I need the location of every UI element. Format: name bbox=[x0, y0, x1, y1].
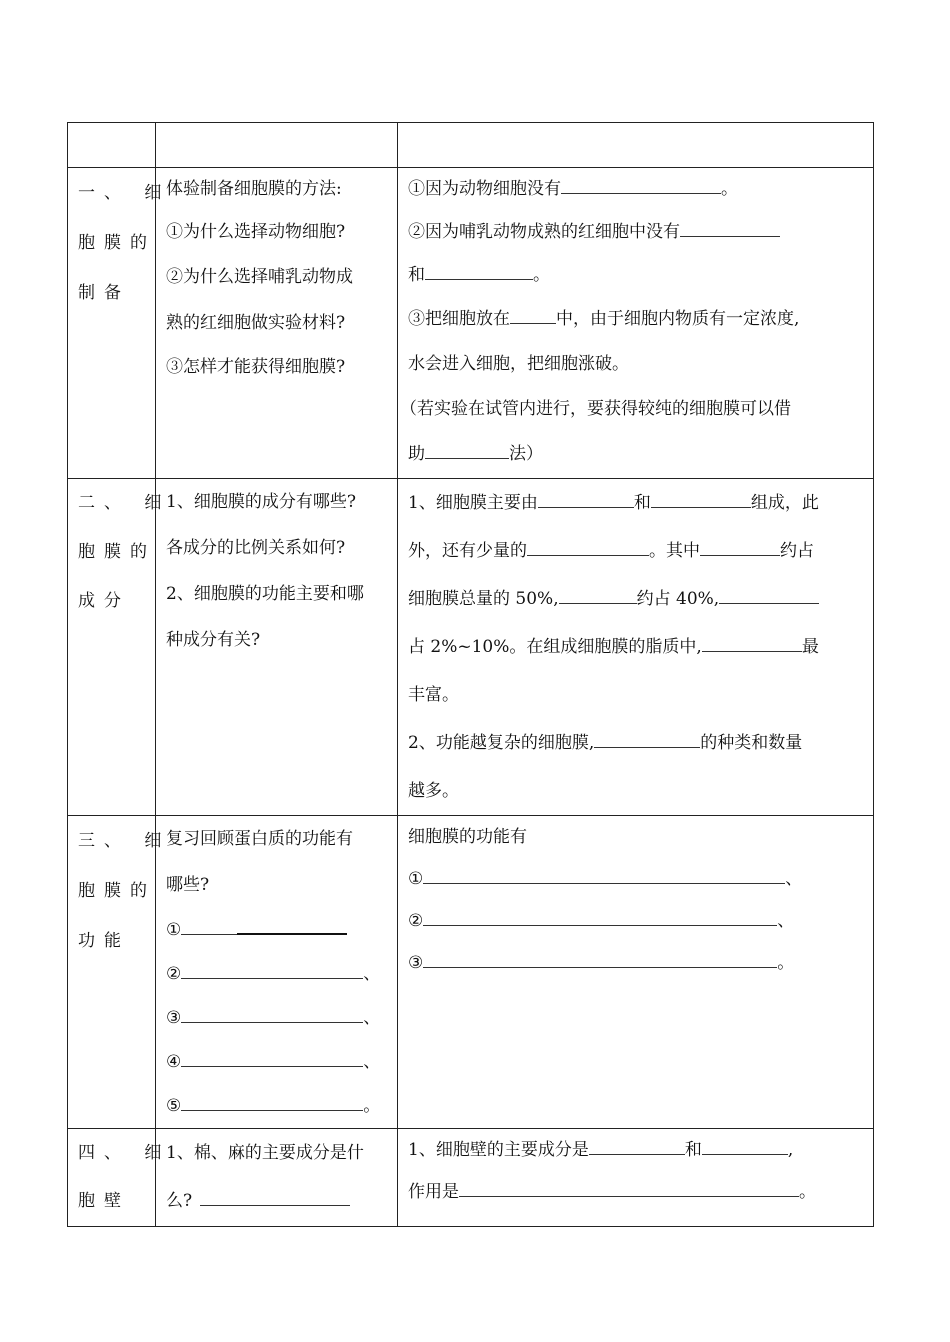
answer-line: 和 。 bbox=[408, 254, 863, 297]
answer-note: 助 法） bbox=[408, 432, 863, 477]
category-line: 三、 细 bbox=[78, 831, 171, 851]
answer-line: 1、细胞膜主要由 和 组成，此 bbox=[408, 479, 863, 527]
question-item: ①为什么选择动物细胞? bbox=[166, 222, 346, 242]
question-item-cont: 熟的红细胞做实验材料? bbox=[166, 313, 346, 333]
answer-title: 细胞膜的功能有 bbox=[408, 827, 527, 847]
fill-blank[interactable] bbox=[425, 440, 509, 459]
category-line: 胞壁 bbox=[78, 1191, 130, 1211]
category-cell-cell-wall bbox=[68, 1129, 171, 1227]
membrane-function-item: ① 、 bbox=[408, 858, 863, 900]
fill-blank[interactable] bbox=[181, 960, 363, 979]
answer-line: ③把细胞放在 中，由于细胞内物质有一定浓度, bbox=[408, 297, 863, 342]
answer-line: 细胞膜总量的 50%, 约占 40%, bbox=[408, 575, 863, 623]
fill-blank[interactable] bbox=[423, 865, 785, 884]
fill-blank[interactable] bbox=[719, 585, 819, 604]
category-cell-membrane-components bbox=[68, 479, 171, 816]
header-row bbox=[68, 123, 874, 168]
protein-function-item: ③ 、 bbox=[166, 996, 387, 1040]
category-cell-membrane-preparation bbox=[68, 168, 171, 479]
question-title-cont: 哪些? bbox=[166, 875, 210, 895]
fill-blank[interactable] bbox=[594, 729, 700, 748]
membrane-function-item: ② 、 bbox=[408, 900, 863, 942]
answers-cell bbox=[398, 168, 874, 479]
fill-blank[interactable] bbox=[459, 1178, 799, 1197]
table-row bbox=[68, 816, 874, 1129]
protein-function-item: ⑤ 。 bbox=[166, 1084, 387, 1128]
category-line: 成分 bbox=[78, 591, 130, 611]
category-line: 胞膜的 bbox=[78, 542, 156, 562]
questions-cell bbox=[156, 1129, 398, 1227]
category-line: 功能 bbox=[78, 931, 130, 951]
answer-line: 作用是 。 bbox=[408, 1171, 863, 1213]
question-item: 1、棉、麻的主要成分是什 bbox=[166, 1143, 364, 1163]
answer-line: 2、功能越复杂的细胞膜, 的种类和数量 bbox=[408, 719, 863, 767]
answer-line: 越多。 bbox=[408, 781, 459, 801]
fill-blank[interactable] bbox=[589, 1136, 685, 1155]
fill-blank[interactable] bbox=[181, 1004, 363, 1023]
fill-blank[interactable] bbox=[700, 537, 780, 556]
worksheet-table bbox=[67, 122, 874, 1227]
protein-function-item: ① bbox=[166, 908, 387, 952]
fill-blank[interactable] bbox=[200, 1187, 350, 1206]
answers-cell bbox=[398, 1129, 874, 1227]
header-cell-2 bbox=[156, 123, 398, 168]
answer-line: ①因为动物细胞没有 。 bbox=[408, 168, 863, 211]
answer-line: 1、细胞壁的主要成分是 和 , bbox=[408, 1129, 863, 1171]
fill-blank[interactable] bbox=[651, 489, 751, 508]
answer-line: 水会进入细胞，把细胞涨破。 bbox=[408, 354, 629, 374]
category-line: 胞膜的 bbox=[78, 233, 156, 253]
fill-blank[interactable] bbox=[181, 1048, 363, 1067]
question-item: 2、细胞膜的功能主要和哪 bbox=[166, 584, 364, 604]
category-line: 胞膜的 bbox=[78, 881, 156, 901]
table-row bbox=[68, 168, 874, 479]
answer-note: （若实验在试管内进行，要获得较纯的细胞膜可以借 bbox=[400, 399, 791, 419]
fill-blank[interactable] bbox=[425, 261, 533, 280]
fill-blank[interactable] bbox=[702, 1136, 788, 1155]
category-line: 四、 细 bbox=[78, 1143, 171, 1163]
fill-blank[interactable] bbox=[680, 218, 780, 237]
protein-function-item: ④ 、 bbox=[166, 1040, 387, 1084]
membrane-function-item: ③ 。 bbox=[408, 942, 863, 984]
header-cell-3 bbox=[398, 123, 874, 168]
fill-blank[interactable] bbox=[702, 633, 802, 652]
answer-line: 丰富。 bbox=[408, 685, 459, 705]
fill-blank[interactable] bbox=[181, 916, 237, 935]
question-item: 1、细胞膜的成分有哪些? bbox=[166, 492, 356, 512]
category-line: 制备 bbox=[78, 283, 130, 303]
answer-line: ②因为哺乳动物成熟的红细胞中没有 bbox=[408, 211, 863, 254]
fill-blank[interactable] bbox=[181, 1092, 363, 1111]
question-item: ③怎样才能获得细胞膜? bbox=[166, 357, 346, 377]
question-title: 复习回顾蛋白质的功能有 bbox=[166, 829, 353, 849]
protein-function-item: ② 、 bbox=[166, 952, 387, 996]
question-item-cont: 种成分有关? bbox=[166, 630, 261, 650]
question-title: 体验制备细胞膜的方法: bbox=[166, 179, 342, 199]
fill-blank[interactable] bbox=[510, 305, 556, 324]
questions-cell bbox=[156, 168, 398, 479]
answers-cell bbox=[398, 479, 874, 816]
question-item: ②为什么选择哺乳动物成 bbox=[166, 267, 353, 287]
header-cell-1 bbox=[68, 123, 156, 168]
fill-blank[interactable] bbox=[237, 915, 347, 935]
fill-blank[interactable] bbox=[423, 949, 777, 968]
fill-blank[interactable] bbox=[538, 489, 634, 508]
category-line: 二、 细 bbox=[78, 493, 171, 513]
questions-cell bbox=[156, 479, 398, 816]
answer-line: 占 2%~10%。在组成细胞膜的脂质中, 最 bbox=[408, 623, 863, 671]
fill-blank[interactable] bbox=[423, 907, 777, 926]
question-item-cont: 么? bbox=[166, 1177, 387, 1225]
category-cell-membrane-function bbox=[68, 816, 171, 1129]
questions-cell bbox=[156, 816, 398, 1129]
fill-blank[interactable] bbox=[559, 585, 637, 604]
category-line: 一、 细 bbox=[78, 183, 171, 203]
table-row bbox=[68, 479, 874, 816]
table-row bbox=[68, 1129, 874, 1227]
fill-blank[interactable] bbox=[561, 175, 721, 194]
fill-blank[interactable] bbox=[527, 537, 649, 556]
question-item-cont: 各成分的比例关系如何? bbox=[166, 538, 346, 558]
answers-cell bbox=[398, 816, 874, 1129]
answer-line: 外，还有少量的 。其中 约占 bbox=[408, 527, 863, 575]
